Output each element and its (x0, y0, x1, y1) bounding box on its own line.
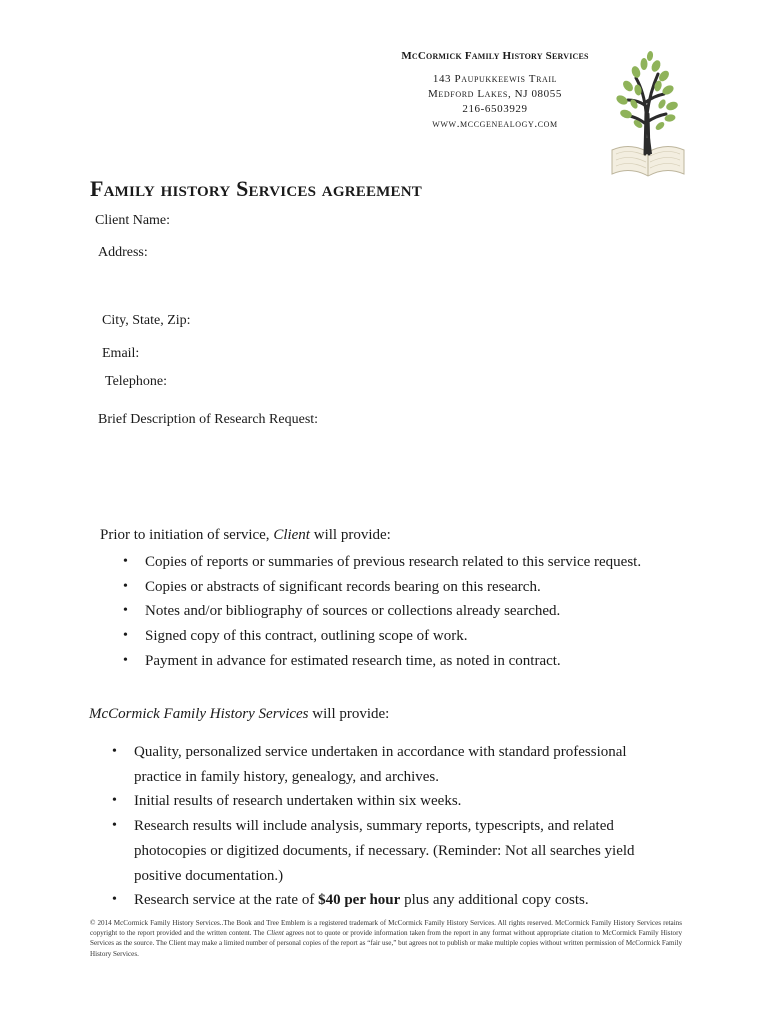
list-item: • Research results will include analysis, summary reports, typescripts, and related photocopies or digitized documents, if necessary. (Reminder: Not all searches yield positive documentation.) (134, 814, 674, 888)
provider-provides-list (134, 740, 674, 913)
rate-prefix: Research service at the rate of (134, 892, 319, 909)
client-provides-list (145, 550, 665, 674)
client-section-intro (100, 527, 391, 544)
phone-number: 216-6503929 (462, 103, 528, 115)
email-label: Email: (102, 346, 140, 361)
city-state-zip-label: City, State, Zip: (102, 313, 191, 328)
company-name: McCormick Family History Services (401, 50, 589, 62)
provider-section-intro (89, 706, 389, 723)
tree-on-book-icon (608, 42, 688, 182)
page-title: Family history Services agreement (90, 176, 422, 201)
list-item: • Payment in advance for estimated research time, as noted in contract. (145, 649, 665, 674)
footer-text-1: © 2014 McCormick Family History Services..The Book and Tree Emblem is a registered trademark of McCormick Family History Services. All rights reserved. McCormick Family History Services retains copyright to the report provided and the written content. The (90, 919, 682, 938)
list-item: • Notes and/or bibliography of sources or collections already searched. (145, 599, 665, 624)
address-line-1: 143 Paupukkeewis Trail (432, 73, 558, 85)
list-item: • Copies or abstracts of significant records bearing on this research. (145, 575, 665, 600)
list-item-rate (134, 888, 674, 913)
client-name-label: Client Name: (95, 213, 171, 228)
list-item: • Initial results of research undertaken within six weeks. (134, 789, 674, 814)
rate-suffix: plus any additional copy costs. (400, 892, 589, 909)
provider-emphasis: McCormick Family History Services (89, 706, 309, 722)
list-item: • Copies of reports or summaries of previous research related to this service request. (145, 550, 665, 575)
letterhead (370, 50, 620, 132)
list-item: • Quality, personalized service undertaken in accordance with standard professional practice in family history, genealogy, and archives. (134, 740, 674, 789)
footer-text-2: agrees not to quote or provide information taken from the report in any format without appropriate citation to McCormick Family History Services as the source. The Client may make a limited number of personal copies of the report as “fair use,” but agrees not to publish or make multiple copies without written permission of McCormick Family History Services. (90, 929, 682, 958)
intro-text: Prior to initiation of service, (100, 527, 274, 543)
footer-client-emphasis: Client (266, 929, 284, 938)
intro-suffix: will provide: (309, 527, 391, 543)
research-request-label: Brief Description of Research Request: (98, 412, 319, 427)
hourly-rate: $40 per hour (318, 892, 401, 909)
telephone-label: Telephone: (105, 374, 167, 389)
copyright-footer (90, 918, 682, 959)
list-item: • Signed copy of this contract, outlining scope of work. (145, 624, 665, 649)
address-label: Address: (98, 245, 148, 260)
website: www.mccgenealogy.com (432, 118, 558, 130)
client-emphasis: Client (273, 527, 310, 543)
address-line-2: Medford Lakes, NJ 08055 (428, 88, 562, 100)
intro-suffix: will provide: (308, 706, 390, 722)
